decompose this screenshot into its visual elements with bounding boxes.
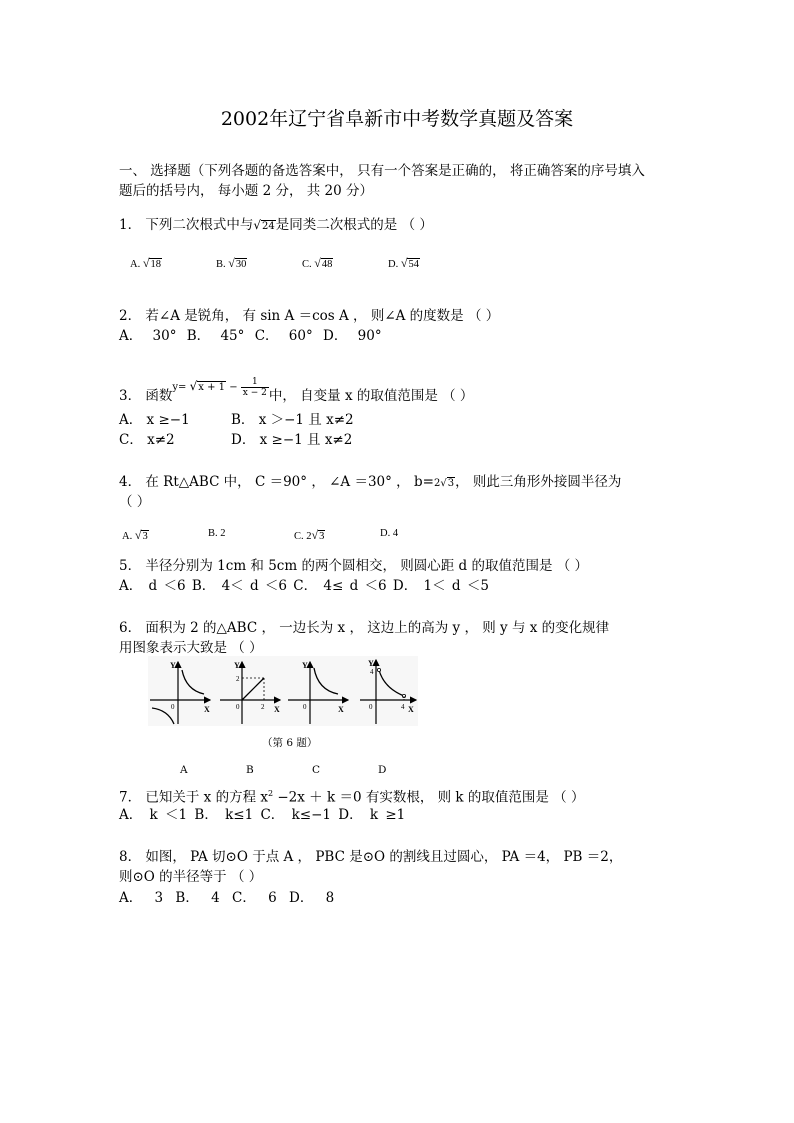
question-4-option-d bbox=[380, 528, 398, 539]
formula-y: y= bbox=[172, 382, 187, 393]
function-formula: y= √x + 1 − $\frac{1}{x - 2}$ bbox=[172, 377, 267, 398]
axis-x-label: X bbox=[408, 705, 414, 714]
question-3-stem bbox=[119, 377, 474, 408]
question-8-stem-line2: 则⊙O 的半径等于 （ ） bbox=[119, 869, 263, 885]
question-1-pre: 1． 下列二次根式中与 bbox=[119, 217, 254, 233]
section-instruction-line1: 一、 选择题（下列各题的备选答案中， 只有一个答案是正确的， 将正确答案的序号填入 bbox=[119, 163, 645, 179]
exponent: 2 bbox=[267, 789, 274, 798]
question-1-radicand: 24 bbox=[262, 221, 275, 232]
graph-label-c: C bbox=[312, 764, 321, 776]
question-8-options: A． 3 B． 4 C． 6 D． 8 bbox=[119, 890, 335, 906]
question-6-stem-line1: 6． 面积为 2 的△ABC ， 一边长为 x ， 这边上的高为 y ， 则 y 与 x 的变化规律 bbox=[119, 620, 610, 636]
origin-label: 0 bbox=[236, 703, 240, 711]
question-4-post: ， 则此三角形外接圆半径为 bbox=[455, 474, 622, 490]
axis-y-label: Y bbox=[302, 661, 308, 670]
option-value: 2 bbox=[220, 528, 226, 539]
origin-label: 0 bbox=[171, 703, 175, 711]
question-6-graphs bbox=[148, 656, 418, 726]
option-label: B. bbox=[208, 528, 218, 539]
question-5-stem: 5． 半径分别为 1cm 和 5cm 的两个圆相交， 则圆心距 d 的取值范围是 （ ） bbox=[119, 558, 589, 574]
question-4-option-c: C. 2√3 bbox=[294, 528, 325, 542]
graph-label-b: B bbox=[246, 764, 254, 776]
origin-label: 0 bbox=[369, 703, 373, 711]
question-4-option-a: A. √3 bbox=[122, 528, 148, 542]
question-2-stem: 2． 若∠A 是锐角， 有 sin A ＝cos A ， 则∠A 的度数是 （ ） bbox=[119, 308, 500, 324]
question-7-options: A． k ＜1 B． k≤1 C． k≤−1 D． k ≥1 bbox=[119, 807, 406, 823]
figure-background bbox=[148, 656, 418, 726]
question-4-pre: 4． 在 Rt△ABC 中， C ＝90° ， ∠A ＝30° ， b= bbox=[119, 474, 434, 490]
question-4-stem-line1: 4． 在 Rt△ABC 中， C ＝90° ， ∠A ＝30° ， b=2√3， 则此三角形外接圆半径为 bbox=[119, 474, 622, 490]
question-1-post: 是同类二次根式的是 （ ） bbox=[275, 217, 433, 233]
option-label: D. bbox=[388, 259, 399, 270]
option-label: D. bbox=[380, 528, 391, 539]
formula-fraction bbox=[241, 377, 269, 398]
fraction-denominator: x − 2 bbox=[242, 388, 267, 398]
option-radicand: 30 bbox=[235, 259, 247, 270]
question-3-option-c: C． x≠2 bbox=[119, 432, 175, 448]
question-3-option-b: B． x ＞−1 且 x≠2 bbox=[231, 412, 354, 428]
question-5-options: A． d ＜6 B． 4＜ d ＜6 C． 4≤ d ＜6 D． 1＜ d ＜5 bbox=[119, 578, 489, 594]
question-1-option-c: C. √48 bbox=[302, 256, 333, 270]
value-label: 2 bbox=[236, 675, 240, 683]
question-4-stem-line2: （ ） bbox=[119, 494, 151, 510]
formula-radicand: x + 1 bbox=[198, 382, 226, 393]
question-4-radicand: 3 bbox=[447, 478, 455, 489]
axis-y-label: Y bbox=[368, 659, 374, 668]
option-coef: 2 bbox=[306, 531, 312, 542]
option-radicand: 18 bbox=[150, 259, 161, 270]
question-4-coef: 2 bbox=[433, 478, 441, 489]
graph-label-d: D bbox=[378, 764, 387, 776]
option-label: C. bbox=[294, 531, 304, 542]
question-7-pre: 7． 已知关于 x 的方程 x bbox=[119, 789, 268, 806]
value-label: 4 bbox=[370, 668, 374, 676]
fraction-numerator: 1 bbox=[241, 377, 269, 388]
graph-label-a: A bbox=[180, 764, 188, 776]
option-value: 4 bbox=[392, 528, 399, 539]
value-label: 2 bbox=[261, 703, 265, 711]
question-1-option-a: A. √18 bbox=[130, 256, 161, 270]
formula-minus: − bbox=[229, 382, 238, 393]
option-radicand: 3 bbox=[142, 531, 148, 542]
value-label: 4 bbox=[401, 703, 405, 711]
question-3-post: 中， 自变量 x 的取值范围是 （ ） bbox=[268, 388, 474, 404]
question-2-options: A． 30° B． 45° C． 60° D． 90° bbox=[119, 328, 382, 344]
question-7-post: −2x ＋ k ＝0 有实数根， 则 k 的取值范围是 （ ） bbox=[273, 789, 585, 806]
question-3-option-a: A． x ≥−1 bbox=[119, 412, 190, 428]
option-label: A. bbox=[130, 259, 141, 270]
question-1-option-b: B. √30 bbox=[216, 256, 247, 270]
axis-y-label: Y bbox=[170, 661, 176, 670]
sqrt-sign: √ bbox=[253, 218, 262, 232]
option-radicand: 48 bbox=[321, 259, 333, 270]
option-label: B. bbox=[216, 259, 226, 270]
open-endpoint bbox=[377, 668, 380, 671]
axis-y-label: Y bbox=[234, 661, 240, 670]
page-title: 2002年辽宁省阜新市中考数学真题及答案 bbox=[220, 108, 574, 130]
section-instruction-line2: 题后的括号内， 每小题 2 分， 共 20 分） bbox=[119, 183, 374, 199]
origin-label: 0 bbox=[303, 703, 307, 711]
question-4-option-b bbox=[208, 528, 226, 539]
option-label: C. bbox=[302, 259, 312, 270]
question-3-option-d: D． x ≥−1 且 x≠2 bbox=[231, 432, 353, 448]
question-3-pre: 3． 函数 bbox=[119, 388, 173, 404]
question-1-option-d: D. √54 bbox=[388, 256, 419, 270]
question-7-stem bbox=[119, 784, 584, 808]
question-6-stem-line2: 用图象表示大致是 （ ） bbox=[119, 640, 263, 656]
question-1-stem bbox=[119, 215, 433, 235]
axis-x-label: X bbox=[204, 705, 210, 714]
question-8-stem-line1: 8． 如图， PA 切⊙O 于点 A ， PBC 是⊙O 的割线且过圆心， PA ＝4， PB ＝2， bbox=[119, 849, 623, 865]
option-label: A. bbox=[122, 531, 133, 542]
figure-caption: （第 6 题） bbox=[262, 737, 318, 749]
option-radicand: 54 bbox=[408, 259, 419, 270]
axis-x-label: X bbox=[274, 705, 280, 714]
axis-x-label: X bbox=[338, 705, 344, 714]
option-radicand: 3 bbox=[319, 531, 325, 542]
